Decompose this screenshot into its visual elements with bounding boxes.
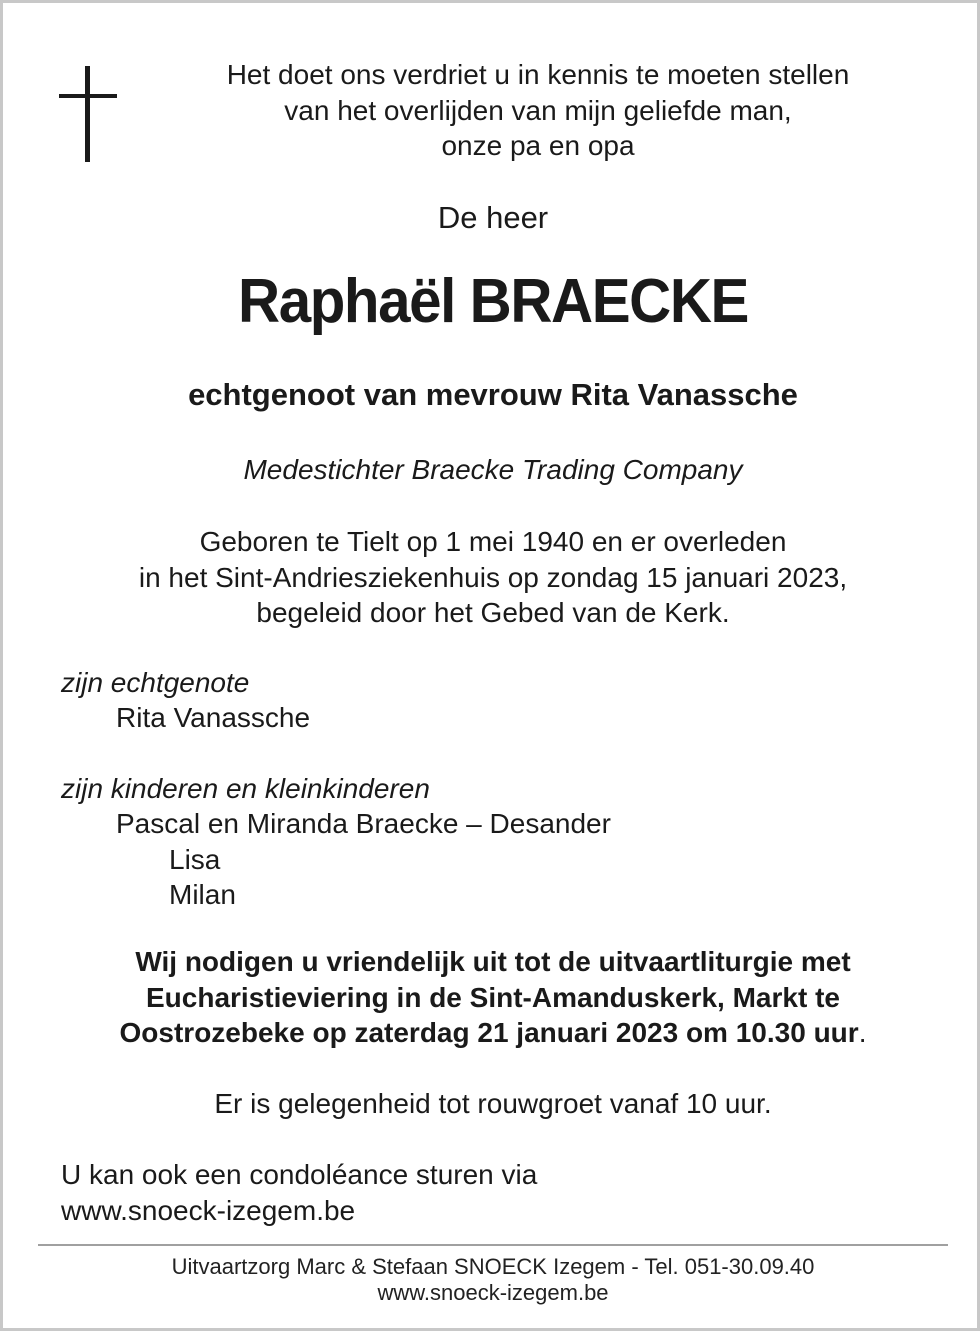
invitation-line: Wij nodigen u vriendelijk uit tot de uitvaartliturgie met — [135, 946, 851, 977]
footer — [3, 1254, 980, 1306]
intro-text — [93, 57, 980, 164]
family-member: Lisa — [169, 844, 221, 875]
invitation-line: Eucharistieviering in de Sint-Amanduskerk, Markt te — [146, 981, 840, 1013]
invitation-line-text: Oostrozebeke op zaterdag 21 januari 2023 om 10.30 uur — [119, 1017, 859, 1048]
role-line: Medestichter Braecke Trading Company — [243, 454, 743, 485]
family-member: Rita Vanassche — [116, 702, 311, 733]
family-label-children: zijn kinderen en kleinkinderen — [61, 773, 430, 804]
online-condolence-link[interactable]: www.snoeck-izegem.be — [61, 1194, 356, 1226]
family-member: Milan — [169, 879, 236, 910]
intro-line: van het overlijden van mijn geliefde man, — [284, 94, 792, 126]
footer-divider — [38, 1244, 948, 1246]
deceased-name: Raphaël BRAECKE — [238, 267, 748, 336]
family-label-spouse: zijn echtgenote — [61, 667, 250, 698]
invitation-text — [43, 944, 943, 1051]
online-condolence-text: U kan ook een condoléance sturen via — [61, 1159, 538, 1190]
invitation-line — [43, 1015, 943, 1051]
online-condolence — [61, 1157, 537, 1228]
footer-company: Uitvaartzorg Marc & Stefaan SNOECK Izegem - Tel. 051-30.09.40 — [171, 1254, 815, 1279]
birth-death-text — [3, 524, 980, 631]
footer-website[interactable]: www.snoeck-izegem.be — [377, 1280, 609, 1305]
birth-death-line: Geboren te Tielt op 1 mei 1940 en er overleden — [199, 526, 787, 557]
birth-death-line: begeleid door het Gebed van de Kerk. — [256, 597, 730, 628]
invitation-period: . — [858, 1017, 867, 1048]
family-member: Pascal en Miranda Braecke – Desander — [116, 808, 611, 839]
spouse-line: echtgenoot van mevrouw Rita Vanassche — [188, 377, 798, 412]
condolence-time: Er is gelegenheid tot rouwgroet vanaf 10 uur. — [214, 1088, 772, 1119]
birth-death-line: in het Sint-Andriesziekenhuis op zondag 15 januari 2023, — [138, 561, 848, 593]
intro-line: Het doet ons verdriet u in kennis te moeten stellen — [226, 59, 850, 90]
honorific: De heer — [437, 200, 549, 235]
intro-line: onze pa en opa — [441, 130, 635, 161]
